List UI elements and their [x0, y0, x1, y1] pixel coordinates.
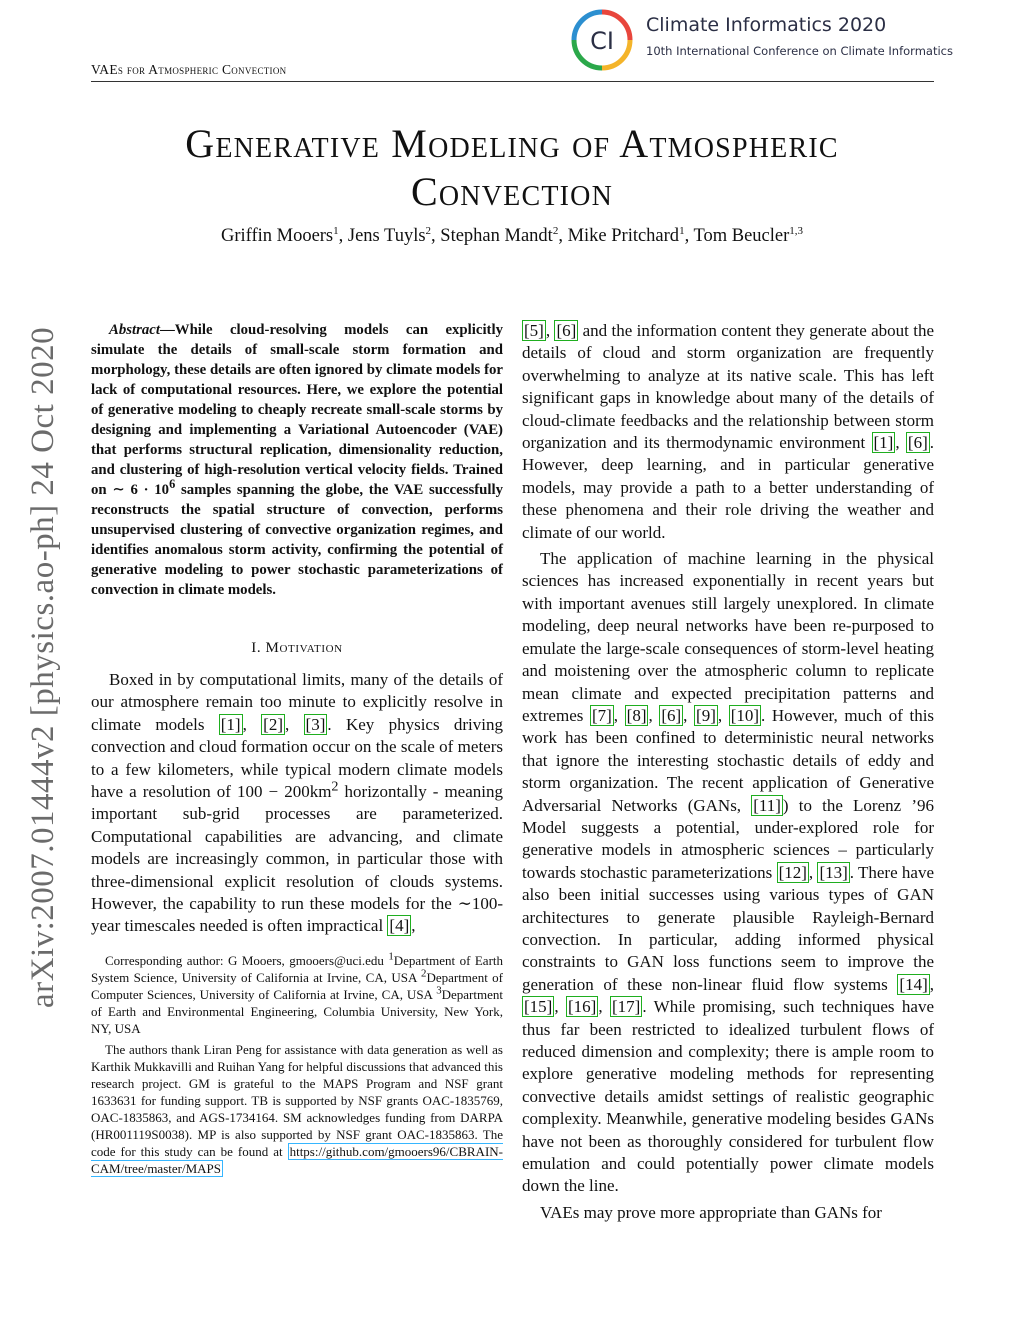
- citation-link[interactable]: [13]: [819, 862, 848, 882]
- author: Griffin Mooers$^1$,: [220, 224, 348, 246]
- resolution-math: $100 - 200km^2$: [237, 778, 339, 802]
- code-url-link[interactable]: https://github.com/gmooers96/CBRAIN-CAM/tree/master/MAPS: [91, 1143, 503, 1176]
- citation-link[interactable]: [1]: [220, 714, 241, 734]
- citation-link[interactable]: [12]: [778, 862, 807, 882]
- citation-link[interactable]: [17]: [612, 997, 641, 1017]
- right-paragraph-2: The application of machine learning in the physical sciences has increased exponentially in recent years but with important avenues still largely unexplored. In climate modeling, deep neural networks have been re-purposed to emulate the large-scale consequences of storm-level heating and moistening over the atmospheric column to replicate mean climate and expected precipitation patterns and extremes [7] , [8] , [6] , [9] , [10] . However, much of this work has been confined to deterministic neural networks that ignore the interesting stochastic details of eddy and storm organization. The recent application of Generative Adversarial Networks (GANs, [11] ) to the Lorenz ’96 Model suggests a potential, under-explored role for generative models in atmospheric sciences – particularly towards stochastic parameterizations [12] , [13] . There have also been initial successes using various types of GAN architectures to generate plausible Rayleigh-Bernard convection. In particular, adding informed physical constraints to GAN loss functions seem to improve the generation of these non-linear fluid flow systems [14] , [15] , [16] , [17] . While promising, such techniques have thus far been restricted to idealized turbulent flows of reduced dimension and complexity; there is ample room to explore generative modeling methods for representing convective details amidst settings of realistic geographic complexity. Meanwhile, generative modeling besides GANs have not been as thoroughly considered for turbulent flow emulation and could potentially power climate models down the line.: [522, 549, 935, 1196]
- conference-title: Climate Informatics 2020: [646, 14, 887, 36]
- citation-link[interactable]: [1]: [873, 433, 894, 453]
- footnote-affiliations: Corresponding author: G Mooers, gmooers@uci.edu $^1$Department of Earth System Science, University of California at Irvine, CA, USA $^2$Department of Computer Sciences, University of California at Irvine, CA, USA $^3$Department of Earth and Environmental Engineering, Columbia University, New York, NY, USA: [91, 950, 504, 1036]
- citation-link[interactable]: [9]: [696, 705, 716, 725]
- citation-link[interactable]: [7]: [591, 705, 612, 725]
- arxiv-stamp: arXiv:2007.01444v2 [physics.ao-ph] 24 Oct 2020: [25, 326, 61, 1008]
- header-rule: [91, 81, 934, 82]
- citation-link[interactable]: [6]: [556, 321, 577, 340]
- citation-link[interactable]: [2]: [263, 714, 283, 734]
- abstract-label: Abstract: [109, 322, 160, 338]
- citation-link[interactable]: [3]: [305, 714, 326, 734]
- abstract-math: ∼ $6 \cdot 10^6$: [112, 477, 176, 498]
- motivation-paragraph: Boxed in by computational limits, many of the details of our atmosphere remain too minute to explicitly resolve in climate models [1] , [2] , [3] . Key physics driving convection and cloud formation occur on the scale of meters to a few kilometers, while typical modern climate models have a resolution of $100 - 200km^2$ horizontally - meaning important sub-grid processes are parameterized. Computational capabilities are advancing, and climate models are increasingly common, in particular those with three-dimensional explicit resolution of clouds systems. However, the capability to run these models for the ∼100-year timescales needed is often impractical [4] ,: [91, 670, 503, 936]
- svg-text:CI: CI: [590, 27, 614, 55]
- abstract: Abstract—While cloud-resolving models can explicitly simulate the details of small-scale storm formation and morphology, these details are often ignored by climate models for lack of computational resources. Here, we explore the potential of generative modeling to cheaply recreate small-scale storms by designing and implementing a Variational Autoencoder (VAE) that performs structural replication, dimensionality reduction, and clustering of high-resolution vertical velocity fields. Trained on ∼ $6 \cdot 10^6$ samples spanning the globe, the VAE successfully reconstructs the spatial structure of convection, performs unsupervised clustering of convective organization regimes, and identifies anomalous storm activity, confirming the potential of generative modeling to power stochastic parameterizations of convection in climate models.: [91, 322, 503, 598]
- author: Tom Beucler$^{1,3}$: [693, 224, 804, 246]
- author: Mike Pritchard$^1$,: [567, 224, 694, 246]
- right-paragraph-3: VAEs may prove more appropriate than GANs for: [540, 1202, 882, 1222]
- left-column: [91, 320, 503, 1177]
- running-header: VAEs for Atmospheric Convection: [91, 62, 287, 77]
- author-list: [100, 226, 924, 247]
- citation-link[interactable]: [10]: [730, 705, 760, 725]
- conference-subtitle: 10th International Conference on Climate Informatics: [646, 44, 953, 58]
- citation-link[interactable]: [8]: [626, 705, 647, 725]
- section-heading-motivation: I. Motivation: [251, 640, 343, 656]
- citation-link[interactable]: [16]: [568, 997, 597, 1017]
- footnote-acknowledgments: The authors thank Liran Peng for assistance with data generation as well as Karthik Mukkavilli and Ruihan Yang for helpful discussions that advanced this research project. GM is grateful to the MAPS Program and NSF grant 1633631 for funding support. TB is supported by NSF grants OAC-1835769, OAC-1835863, and AGS-1734164. SM acknowledges funding from DARPA (HR001119S0038). MP is also supported by NSF grant OAC-1835863. The code for this study can be found at https://github.com/gmooers96/CBRAIN-CAM/tree/master/MAPS: [91, 1041, 503, 1176]
- citation-link[interactable]: [6]: [907, 433, 928, 453]
- citation-link[interactable]: [5]: [524, 321, 544, 340]
- paper-title: Generative Modeling of Atmospheric Convection: [185, 121, 839, 214]
- author: Jens Tuyls$^2$,: [347, 224, 441, 246]
- right-paragraph-1: [5] , [6] and the information content they generate about the details of cloud and storm organization are frequently overwhelming to analyze at its native scale. This has left significant gaps in knowledge about many of the details of cloud-climate feedbacks and the relationship between storm organization and its thermodynamic environment [1] , [6] . However, deep learning, and in particular generative models, may provide a path to a better understanding of these phenomena and their role driving the weather and climate of our world.: [522, 321, 935, 542]
- citation-link[interactable]: [6]: [661, 705, 682, 725]
- right-column: [522, 320, 934, 1226]
- citation-link[interactable]: [11]: [753, 795, 781, 815]
- author: Stephan Mandt$^2$,: [440, 224, 568, 246]
- conference-logo: [570, 8, 990, 70]
- climate-informatics-logo-icon: [570, 8, 634, 72]
- citation-link[interactable]: [15]: [524, 997, 553, 1017]
- citation-link[interactable]: [14]: [899, 974, 928, 994]
- citation-link[interactable]: [4]: [389, 916, 410, 936]
